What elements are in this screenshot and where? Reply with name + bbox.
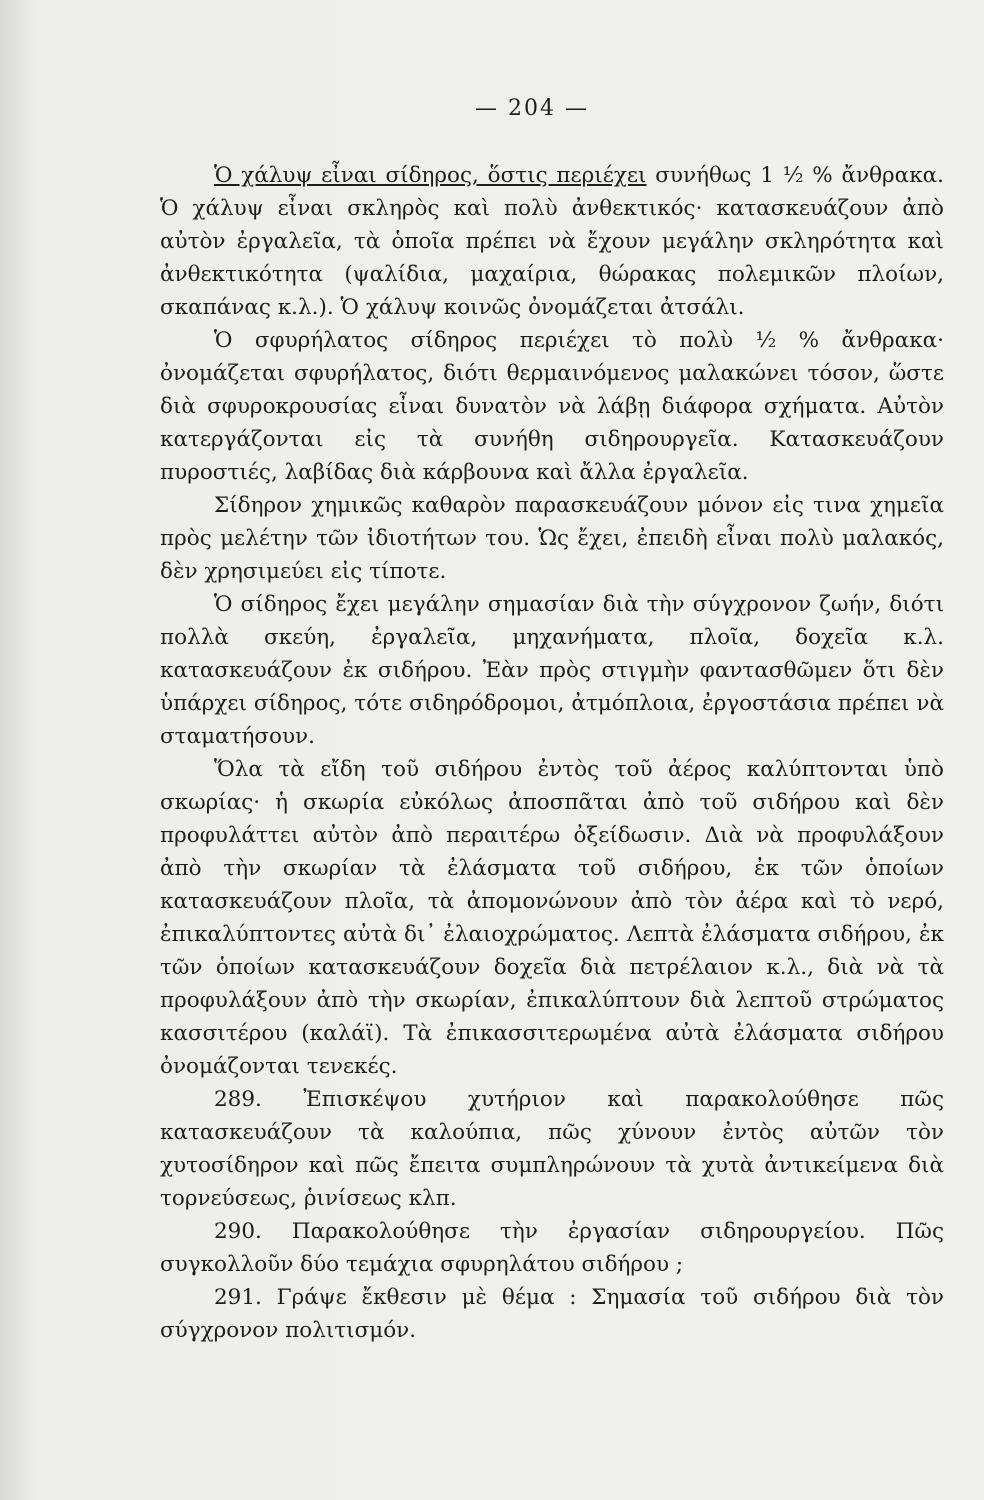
paragraph-importance bbox=[160, 588, 944, 753]
paragraph-pure-iron bbox=[160, 489, 944, 588]
exercise-289 bbox=[160, 1083, 944, 1215]
paragraph-text: Ὁ σίδηρος ἔχει μεγάλην σημασίαν διὰ τὴν σύγχρονον ζωήν, διότι πολλὰ σκεύη, ἐργαλεῖα, μηχανήματα, πλοῖα, δοχεῖα κ.λ. κατασκευάζουν ἐκ σιδήρου. Ἐὰν πρὸς στιγμὴν φαντασθῶμεν ὅτι δὲν ὑπάρχει σίδηρος, τότε σιδηρόδρομοι, ἀτμόπλοια, ἐργοστάσια πρέπει νὰ σταματήσουν. bbox=[160, 592, 944, 749]
paragraph-text: Ὅλα τὰ εἴδη τοῦ σιδήρου ἐντὸς τοῦ ἀέρος καλύπτονται ὑπὸ σκωρίας· ἡ σκωρία εὐκόλως ἀποσπᾶται ἀπὸ τοῦ σιδήρου καὶ δὲν προφυλάττει αὐτὸν ἀπὸ περαιτέρω ὀξείδωσιν. Διὰ νὰ προφυλάξουν ἀπὸ τὴν σκωρίαν τὰ ἐλάσματα τοῦ σιδήρου, ἐκ τῶν ὁποίων κατασκευάζουν πλοῖα, τὰ ἀπομονώνουν ἀπὸ τὸν ἀέρα καὶ τὸ νερό, ἐπικαλύπτοντες αὐτὰ δι᾽ ἐλαιοχρώματος. Λεπτὰ ἐλάσματα σιδήρου, ἐκ τῶν ὁποίων κατασκευάζουν δοχεῖα διὰ πετρέλαιον κ.λ., διὰ νὰ τὰ προφυλάξουν ἀπὸ τὴν σκωρίαν, ἐπικαλύπτουν διὰ λεπτοῦ στρώματος κασσιτέρου (καλάϊ). Τὰ ἐπικασσιτερωμένα αὐτὰ ἐλάσματα σιδήρου ὀνομάζονται τενεκές. bbox=[160, 757, 944, 1079]
paragraph-rust bbox=[160, 753, 944, 1083]
exercise-290 bbox=[160, 1215, 944, 1281]
page-number: — 204 — bbox=[475, 96, 589, 121]
paragraph-wrought-iron bbox=[160, 324, 944, 489]
page-body bbox=[160, 159, 944, 1347]
underlined-phrase: Ὁ χάλυψ εἶναι σίδηρος, ὅστις περιέχει bbox=[214, 163, 647, 188]
paragraph-text: 289. Ἐπισκέψου χυτήριον καὶ παρακολούθησε πῶς κατασκευάζουν τὰ καλούπια, πῶς χύνουν ἐντὸς αὐτῶν τὸν χυτοσίδηρον καὶ πῶς ἔπειτα συμπληρώνουν τὰ χυτὰ ἀντικείμενα διὰ τορνεύσεως, ῥινίσεως κλπ. bbox=[160, 1087, 944, 1211]
paragraph-text: 290. Παρακολούθησε τὴν ἐργασίαν σιδηρουργείου. Πῶς συγκολλοῦν δύο τεμάχια σφυρηλάτου σιδήρου ; bbox=[160, 1219, 944, 1277]
paragraph-steel bbox=[160, 159, 944, 324]
paragraph-text: 291. Γράψε ἔκθεσιν μὲ θέμα : Σημασία τοῦ σιδήρου διὰ τὸν σύγχρονον πολιτισμόν. bbox=[160, 1285, 944, 1343]
paragraph-text: Ὁ σφυρήλατος σίδηρος περιέχει τὸ πολὺ ½ % ἄνθρακα· ὀνομάζεται σφυρήλατος, διότι θερμαινόμενος μαλακώνει τόσον, ὥστε διὰ σφυροκρουσίας εἶναι δυνατὸν νὰ λάβῃ διάφορα σχήματα. Αὐτὸν κατεργάζονται εἰς τὰ συνήθη σιδηρουργεῖα. Κατασκευάζουν πυροστιές, λαβίδας διὰ κάρβουνα καὶ ἄλλα ἐργαλεῖα. bbox=[160, 328, 944, 485]
exercise-291 bbox=[160, 1281, 944, 1347]
paragraph-text: συνήθως 1 ½ % ἄνθρακα. Ὁ χάλυψ εἶναι σκληρὸς καὶ πολὺ ἀνθεκτικός· κατασκευάζουν ἀπὸ αὐτὸν ἐργαλεῖα, τὰ ὁποῖα πρέπει νὰ ἔχουν μεγάλην σκληρότητα καὶ ἀνθεκτικότητα (ψαλίδια, μαχαίρια, θώρακας πολεμικῶν πλοίων, σκαπάνας κ.λ.). Ὁ χάλυψ κοινῶς ὀνομάζεται ἀτσάλι. bbox=[160, 163, 944, 320]
paragraph-text: Σίδηρον χημικῶς καθαρὸν παρασκευάζουν μόνον εἰς τινα χημεῖα πρὸς μελέτην τῶν ἰδιοτήτων του. Ὡς ἔχει, ἐπειδὴ εἶναι πολὺ μαλακός, δὲν χρησιμεύει εἰς τίποτε. bbox=[160, 493, 944, 584]
